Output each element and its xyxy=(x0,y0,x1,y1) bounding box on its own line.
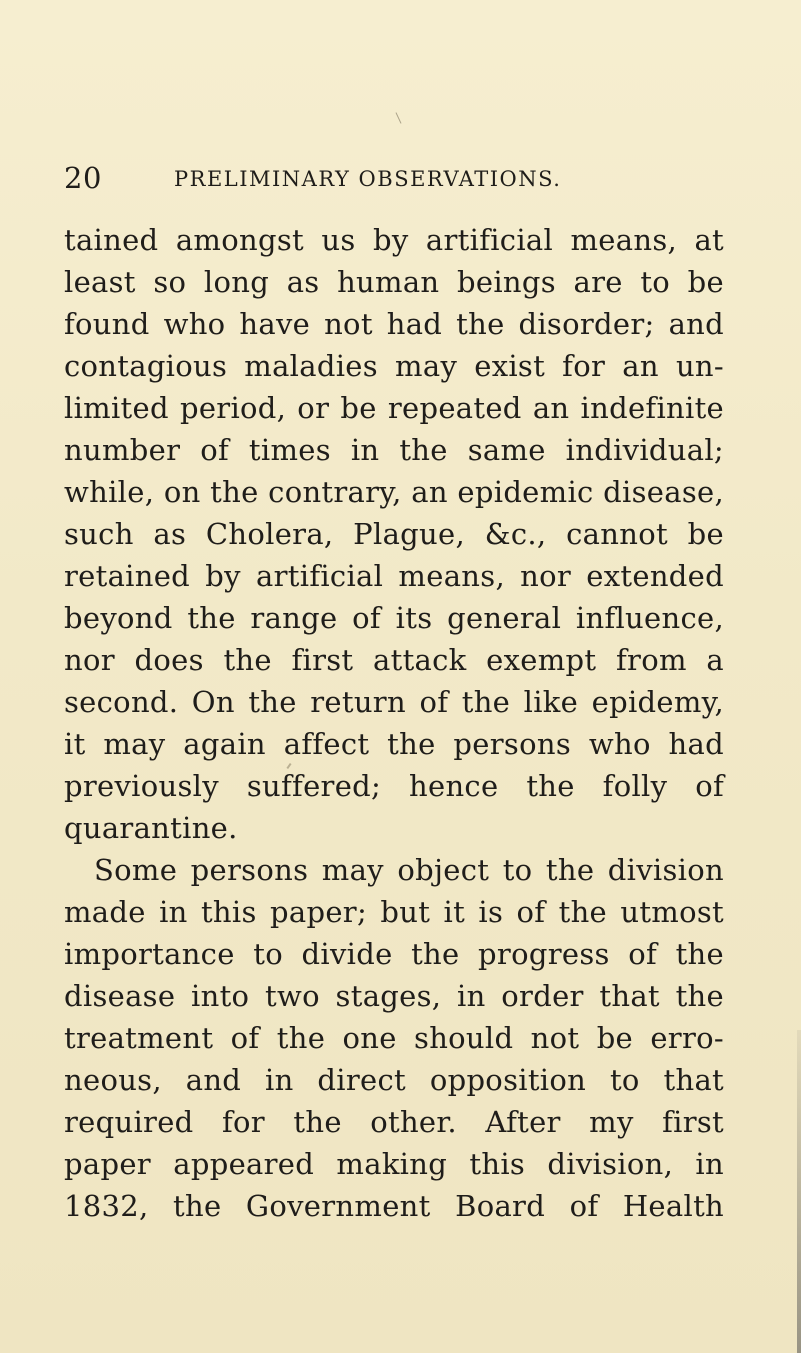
page-edge-shadow xyxy=(797,1030,801,1353)
text-line: found who have not had the disorder; and xyxy=(64,307,724,341)
text-line: disease into two stages, in order that the xyxy=(64,979,724,1013)
paragraph xyxy=(64,219,724,849)
paragraph xyxy=(64,849,724,1227)
text-line: tained amongst us by artificial means, at xyxy=(64,223,724,257)
text-line: paper appeared making this division, in xyxy=(64,1147,724,1181)
text-line: beyond the range of its general influence, xyxy=(64,601,724,635)
text-line: number of times in the same individual; xyxy=(64,433,724,467)
text-line: retained by artificial means, nor extended xyxy=(64,559,724,593)
text-line: previously suffered; hence the folly of xyxy=(64,769,724,803)
text-line: least so long as human beings are to be xyxy=(64,265,724,299)
text-line: quarantine. xyxy=(64,811,238,845)
printing-mark xyxy=(396,112,402,123)
page-header xyxy=(64,160,724,204)
page-number: 20 xyxy=(64,161,102,195)
text-line: treatment of the one should not be erro- xyxy=(64,1021,724,1055)
text-line: limited period, or be repeated an indefinite xyxy=(64,391,724,425)
text-line: nor does the first attack exempt from a xyxy=(64,643,724,677)
text-line: it may again affect the persons who had xyxy=(64,727,724,761)
body-text xyxy=(64,219,724,1227)
text-line: second. On the return of the like epidemy, xyxy=(64,685,724,719)
text-line: made in this paper; but it is of the utmost xyxy=(64,895,724,929)
text-line: contagious maladies may exist for an un- xyxy=(64,349,724,383)
text-line: neous, and in direct opposition to that xyxy=(64,1063,724,1097)
text-line: such as Cholera, Plague, &c., cannot be xyxy=(64,517,724,551)
text-line: required for the other. After my first xyxy=(64,1105,724,1139)
text-line: importance to divide the progress of the xyxy=(64,937,724,971)
text-line: Some persons may object to the division xyxy=(94,853,724,887)
text-line: 1832, the Government Board of Health xyxy=(64,1189,724,1223)
running-head: PRELIMINARY OBSERVATIONS. xyxy=(174,167,562,191)
text-line: while, on the contrary, an epidemic disease, xyxy=(64,475,724,509)
